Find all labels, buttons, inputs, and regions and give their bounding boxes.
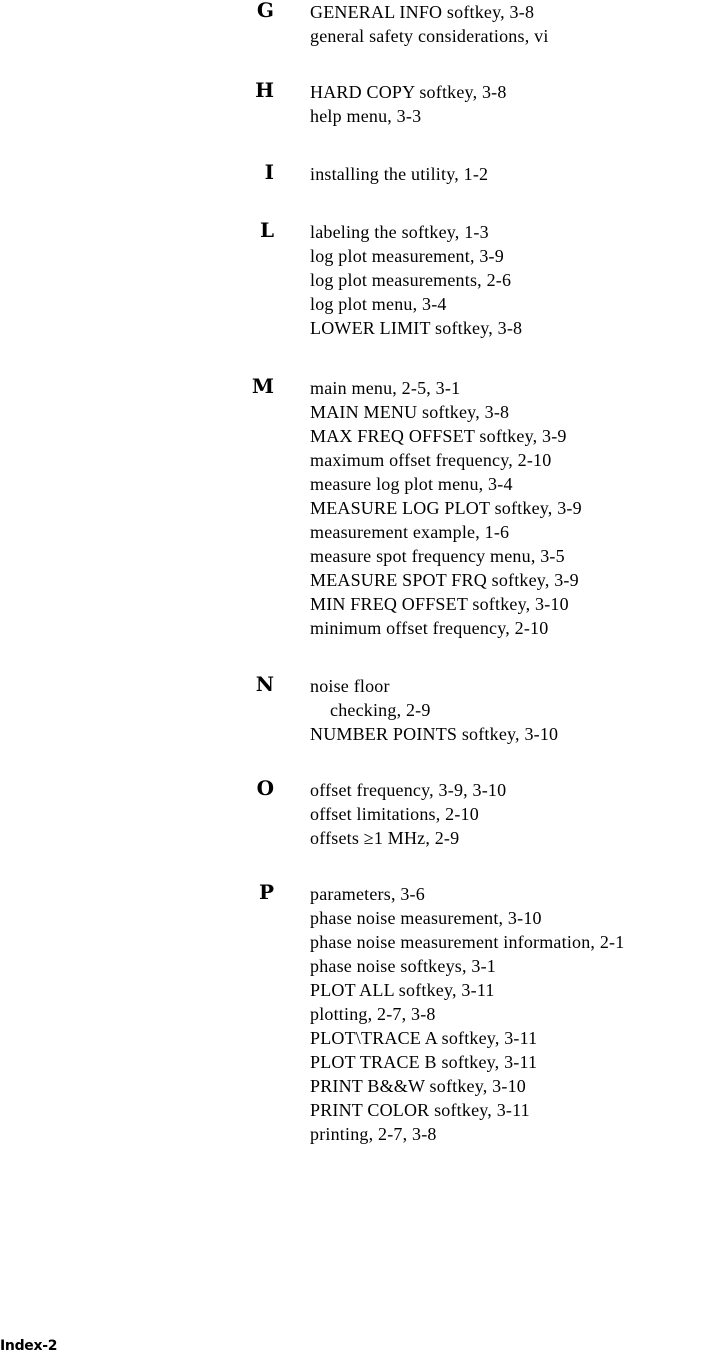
index-entry: PLOT TRACE B softkey, 3-11 [310,1052,538,1072]
index-entry: offset limitations, 2-10 [310,804,479,824]
index-entry: general safety considerations, vi [310,26,549,46]
index-entry: parameters, 3-6 [310,884,425,904]
index-entry: phase noise measurement, 3-10 [310,908,542,928]
section-letter: N [255,672,274,696]
index-entry: PLOT\TRACE A softkey, 3-11 [310,1028,538,1048]
index-entry: log plot measurements, 2-6 [310,270,512,290]
index-entry: phase noise softkeys, 3-1 [310,956,496,976]
index-entry: labeling the softkey, 1-3 [310,222,489,242]
index-entry: help menu, 3-3 [310,106,422,126]
index-entry: PRINT B&&W softkey, 3-10 [310,1076,526,1096]
section-letter: L [259,218,274,242]
section-letter: H [255,78,274,102]
index-entry-list [310,80,507,128]
index-entry: NUMBER POINTS softkey, 3-10 [310,724,559,744]
index-entry: MEASURE SPOT FRQ softkey, 3-9 [310,570,579,590]
index-entry: MIN FREQ OFFSET softkey, 3-10 [310,594,569,614]
index-entry: minimum offset frequency, 2-10 [310,618,549,638]
index-entry-list [310,220,522,340]
index-entry: PRINT COLOR softkey, 3-11 [310,1100,530,1120]
index-entry: main menu, 2-5, 3-1 [310,378,461,398]
index-entry: MAIN MENU softkey, 3-8 [310,402,510,422]
index-entry: HARD COPY softkey, 3-8 [310,82,507,102]
index-entry: measure spot frequency menu, 3-5 [310,546,565,566]
index-entry: phase noise measurement information, 2-1 [310,932,625,952]
index-entry: log plot measurement, 3-9 [310,246,504,266]
index-subentry: checking, 2-9 [330,700,431,720]
index-entry: offsets ≥1 MHz, 2-9 [310,828,460,848]
section-letter: M [251,374,274,398]
index-entry: GENERAL INFO softkey, 3-8 [310,2,535,22]
index-entry: maximum offset frequency, 2-10 [310,450,552,470]
index-entry: plotting, 2-7, 3-8 [310,1004,436,1024]
index-entry: MEASURE LOG PLOT softkey, 3-9 [310,498,582,518]
index-entry: MAX FREQ OFFSET softkey, 3-9 [310,426,567,446]
index-entry: offset frequency, 3-9, 3-10 [310,780,507,800]
section-letter: G [256,0,274,22]
index-entry: installing the utility, 1-2 [310,164,489,184]
index-entry-list [310,674,558,746]
index-entry-list [310,376,582,640]
index-entry: printing, 2-7, 3-8 [310,1124,437,1144]
section-letter: P [258,880,274,904]
section-letter: I [264,160,274,184]
index-entry: measure log plot menu, 3-4 [310,474,513,494]
index-entry: measurement example, 1-6 [310,522,510,542]
index-entry-list [310,882,624,1146]
index-entry: noise floor [310,676,390,696]
index-entry: log plot menu, 3-4 [310,294,447,314]
index-entry-list [310,778,506,850]
index-entry: LOWER LIMIT softkey, 3-8 [310,318,523,338]
index-entry-list [310,162,488,186]
section-letter: O [256,776,274,800]
index-entry: PLOT ALL softkey, 3-11 [310,980,495,1000]
index-entry-list [310,0,549,48]
page-number-label: Index-2 [0,1338,58,1354]
